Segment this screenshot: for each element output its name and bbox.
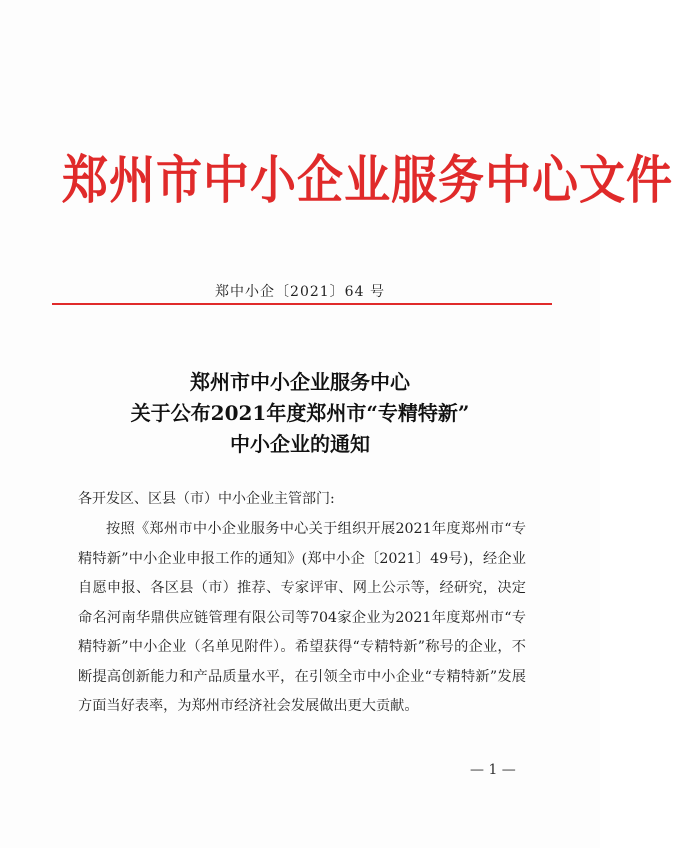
page-number: — 1 — — [470, 762, 516, 778]
salutation: 各开发区、区县（市）中小企业主管部门: — [78, 491, 335, 507]
document-number: 郑中小企〔2021〕64 号 — [215, 284, 385, 300]
notice-title-line-3: 中小企业的通知 — [230, 432, 370, 456]
notice-title-line-1: 郑州市中小企业服务中心 — [190, 370, 410, 394]
notice-title-line-2: 关于公布2021年度郑州市“专精特新” — [130, 401, 470, 425]
body-paragraph: 按照《郑州市中小企业服务中心关于组织开展2021年度郑州市“专精特新”中小企业申报工作的通知》(郑中小企〔2021〕49号)，经企业自愿申报、各区县（市）推荐、专家评审、网上公示等，经研究，决定命名河南华鼎供应链管理有限公司等704家企业为2021年度郑州市“专精特新”中小企业（名单见附件）。希望获得“专精特新”称号的企业，不断提高创新能力和产品质量水平，在引领全市中小企业“专精特新”发展方面当好表率，为郑州市经济社会发展做出更大贡献。 — [78, 521, 526, 714]
red-divider-line — [52, 303, 552, 305]
document-header-title: 郑州市中小企业服务中心文件 — [62, 150, 673, 211]
